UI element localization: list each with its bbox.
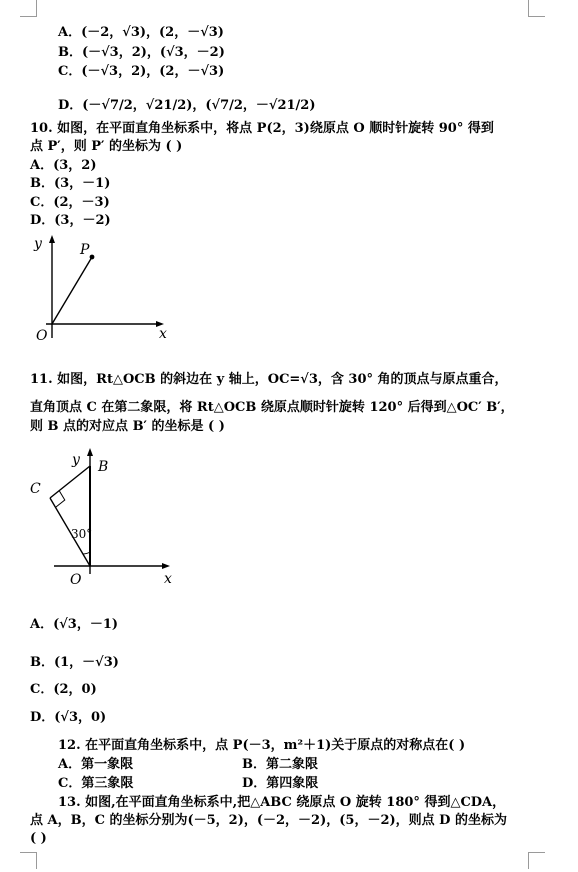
crop-mark-bottom-left bbox=[20, 852, 37, 869]
q9-option-a: A．(－2，√3)，(2，－√3) bbox=[58, 25, 224, 40]
q11-stem-line1: 11. 如图，Rt△OCB 的斜边在 y 轴上，OC=√3，含 30° 角的顶点与原点重合， bbox=[30, 372, 508, 387]
q9-option-c: C．(－√3，2)，(2，－√3) bbox=[58, 64, 225, 79]
q11-figure bbox=[26, 438, 186, 588]
q11-x-label: x bbox=[164, 571, 172, 587]
q10-option-a: A．(3，2) bbox=[30, 158, 97, 173]
q11-option-b: B．(1，－√3) bbox=[30, 655, 119, 670]
q11-stem-line3: 则 B 点的对应点 B′ 的坐标是 ( ) bbox=[30, 419, 225, 434]
q10-y-label: y bbox=[34, 236, 42, 252]
q11-stem-line2: 直角顶点 C 在第二象限，将 Rt△OCB 绕原点顺时针旋转 120° 后得到△OC′ B′， bbox=[30, 400, 514, 415]
q13-stem-line1: 13. 如图,在平面直角坐标系中,把△ABC 绕原点 O 旋转 180° 得到△CDA， bbox=[58, 795, 506, 810]
crop-mark-top-right bbox=[528, 0, 545, 17]
q12-option-c: C．第三象限 bbox=[58, 776, 134, 791]
q12-option-d: D．第四象限 bbox=[242, 776, 319, 791]
q9-option-b: B．(－√3，2)，(√3，－2) bbox=[58, 45, 225, 60]
q11-origin-label: O bbox=[70, 572, 82, 588]
q9-option-d: D．(－√7/2，√21/2)，(√7/2，－√21/2) bbox=[58, 98, 316, 113]
q12-option-b: B．第二象限 bbox=[242, 757, 318, 772]
q11-option-a: A．(√3，－1) bbox=[30, 617, 119, 632]
q11-right-angle-mark bbox=[56, 491, 65, 507]
q10-option-c: C．(2，－3) bbox=[30, 195, 110, 210]
q10-p-label: P bbox=[80, 242, 90, 258]
q10-x-label: x bbox=[159, 326, 167, 342]
q11-option-c: C．(2，0) bbox=[30, 682, 97, 697]
q10-option-d: D．(3，－2) bbox=[30, 213, 111, 228]
q10-stem-line1: 10. 如图，在平面直角坐标系中，将点 P(2，3)绕原点 O 顺时针旋转 90° 得到 bbox=[30, 121, 494, 136]
q11-x-arrow bbox=[162, 563, 170, 569]
q11-y-arrow bbox=[87, 448, 93, 456]
q13-stem-line2: 点 A，B，C 的坐标分别为(－5，2)，(－2，－2)，(5，－2)，则点 D 的坐标为 bbox=[30, 813, 507, 828]
q11-option-d: D．(√3，0) bbox=[30, 710, 107, 725]
q10-segment-op bbox=[52, 257, 92, 324]
q11-angle-arc bbox=[83, 552, 90, 554]
q10-point-p bbox=[90, 255, 95, 260]
q11-segment-cb bbox=[50, 466, 90, 498]
q12-option-a: A．第一象限 bbox=[58, 757, 134, 772]
q10-figure bbox=[28, 232, 178, 352]
q12-stem: 12. 在平面直角坐标系中，点 P(－3，m²＋1)关于原点的对称点在( ) bbox=[58, 738, 466, 753]
q10-origin-label: O bbox=[36, 328, 48, 344]
q10-y-arrow bbox=[49, 235, 55, 243]
crop-mark-top-left bbox=[20, 0, 37, 17]
q11-c-label: C bbox=[30, 481, 41, 497]
q10-option-b: B．(3，－1) bbox=[30, 176, 111, 191]
q11-b-label: B bbox=[98, 459, 109, 475]
q13-stem-line3: ( ) bbox=[30, 831, 47, 846]
crop-mark-bottom-right bbox=[528, 852, 545, 869]
q10-stem-line2: 点 P′，则 P′ 的坐标为 ( ) bbox=[30, 139, 183, 154]
q11-angle-label: 30° bbox=[71, 527, 93, 541]
q11-y-label: y bbox=[72, 452, 80, 468]
